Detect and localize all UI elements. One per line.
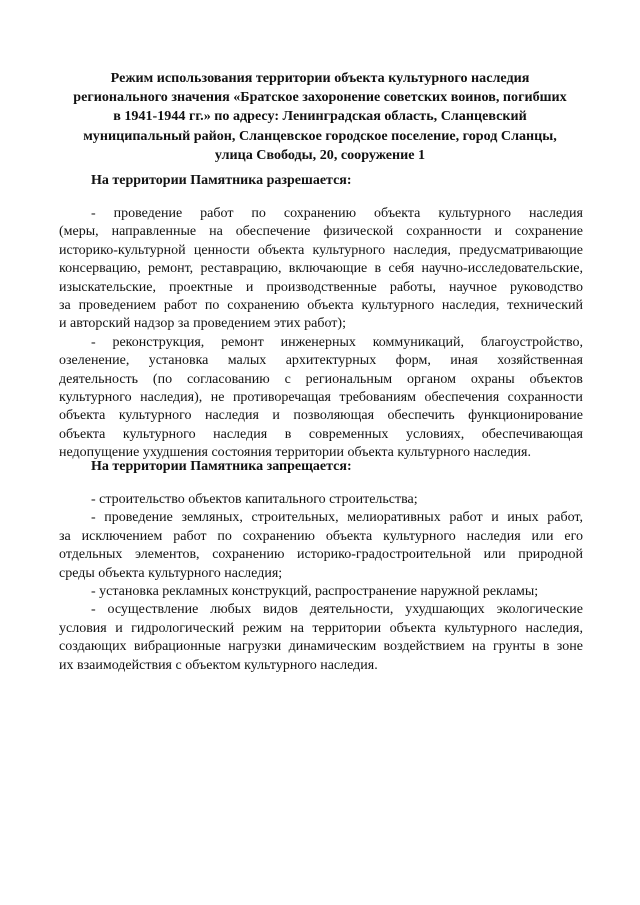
- text-line: историко-культурной ценности объекта культурного наследия, предусматривающие: [59, 242, 583, 258]
- title-line: Режим использования территории объекта культурного наследия: [110, 70, 530, 86]
- text-line: деятельность (по согласованию с региональным органом охраны объектов: [59, 371, 583, 387]
- text-line: - реконструкция, ремонт инженерных коммуникаций, благоустройство,: [91, 334, 583, 350]
- forbidden-heading: На территории Памятника запрещается:: [91, 459, 352, 474]
- text-line: объекта культурного наследия и позволяющая обеспечить функционирование: [59, 408, 583, 424]
- forbidden-section: [59, 491, 583, 675]
- text-line: изыскательские, проектные и производственные работы, научное руководство: [59, 279, 583, 295]
- text-line: недопущение ухудшения состояния территории объекта культурного наследия.: [59, 445, 531, 461]
- allowed-section: [59, 205, 583, 462]
- text-line: - установка рекламных конструкций, распространение наружной рекламы;: [91, 583, 539, 599]
- text-line: среды объекта культурного наследия;: [59, 565, 283, 581]
- text-line: - проведение земляных, строительных, мелиоративных работ и иных работ,: [91, 510, 583, 526]
- text-line: создающих вибрационные нагрузки динамическим воздействием на грунты в зоне: [59, 639, 583, 655]
- document-title: [60, 69, 580, 165]
- text-line: за проведением работ по сохранению объекта культурного наследия, технический: [59, 297, 583, 313]
- text-line: - осуществление любых видов деятельности, ухудшающих экологические: [91, 602, 583, 618]
- text-line: условия и гидрологический режим на территории объекта культурного наследия,: [59, 620, 583, 636]
- text-line: консервацию, ремонт, реставрацию, включающие в себя научно-исследовательские,: [59, 261, 583, 277]
- text-line: (меры, направленные на обеспечение физической сохранности и сохранение: [59, 224, 583, 240]
- text-line: отдельных элементов, сохранению историко-градостроительной или природной: [59, 547, 583, 563]
- text-line: - проведение работ по сохранению объекта культурного наследия: [91, 206, 583, 221]
- text-line: за исключением работ по сохранению объекта культурного наследия или его: [59, 528, 583, 544]
- text-line: озеленение, установка малых архитектурных форм, иная хозяйственная: [59, 353, 583, 369]
- text-line: объекта культурного наследия в современных условиях, обеспечивающая: [59, 426, 583, 442]
- text-line: культурного наследия), не противоречащая требованиям обеспечения сохранности: [59, 389, 583, 405]
- title-line: муниципальный район, Сланцевское городское поселение, город Сланцы,: [83, 127, 557, 144]
- title-line: в 1941-1944 гг.» по адресу: Ленинградская область, Сланцевский: [113, 108, 527, 125]
- title-line: регионального значения «Братское захоронение советских воинов, погибших: [73, 89, 567, 106]
- text-line: и авторский надзор за проведением этих работ);: [59, 316, 346, 332]
- allowed-heading: На территории Памятника разрешается:: [91, 173, 352, 188]
- text-line: их взаимодействия с объектом культурного наследия.: [59, 657, 378, 673]
- text-line: - строительство объектов капитального строительства;: [91, 492, 418, 507]
- title-line: улица Свободы, 20, сооружение 1: [214, 146, 426, 163]
